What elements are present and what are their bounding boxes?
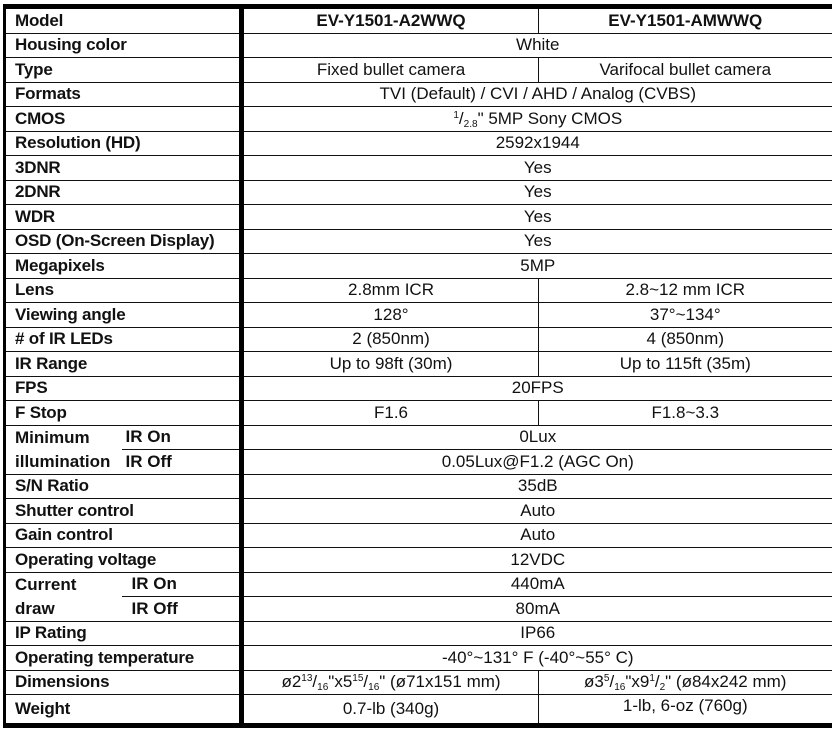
fraction-denominator: 2.8 xyxy=(463,118,478,130)
table-row-megapixels xyxy=(5,254,832,279)
fraction-denominator: 16 xyxy=(368,682,380,694)
table-row-lens xyxy=(5,278,832,303)
row-label: S/N Ratio xyxy=(5,474,242,499)
row-label: Resolution (HD) xyxy=(5,131,242,156)
row-label: Weight xyxy=(15,699,71,718)
group-label-line2: draw xyxy=(15,598,55,618)
group-label-line1: Minimum xyxy=(15,427,90,447)
row-value: 80mA xyxy=(242,597,832,622)
sub-label-ir-off: IR Off xyxy=(122,597,242,622)
value-model-a: F1.6 xyxy=(242,401,539,426)
camera-spec-table xyxy=(3,4,832,728)
model-b-header: EV-Y1501-AMWWQ xyxy=(539,7,832,34)
dim-part: "x5 xyxy=(328,672,353,692)
row-label: Lens xyxy=(5,278,242,303)
row-value: 20FPS xyxy=(242,376,832,401)
table-row-min-illumination-ir-off xyxy=(5,450,832,475)
fraction-denominator: 2 xyxy=(659,682,666,694)
table-row-operating-temperature xyxy=(5,646,832,671)
table-row-current-draw-ir-off xyxy=(5,597,832,622)
row-label: Viewing angle xyxy=(5,303,242,328)
row-value: TVI (Default) / CVI / AHD / Analog (CVBS) xyxy=(242,82,832,107)
fraction-numerator: 15 xyxy=(352,673,364,685)
value-model-a: 128° xyxy=(242,303,539,328)
table-row-ir-leds xyxy=(5,327,832,352)
row-label: Operating temperature xyxy=(5,646,242,671)
value-model-a: 0.7-lb (340g) xyxy=(242,695,539,726)
table-row-viewing-angle xyxy=(5,303,832,328)
row-value: Auto xyxy=(242,523,832,548)
row-label: IR Range xyxy=(5,352,242,377)
table-row-2dnr xyxy=(5,180,832,205)
row-label: Type xyxy=(5,58,242,83)
row-label: Formats xyxy=(5,82,242,107)
row-value: White xyxy=(242,33,832,58)
table-row-housing-color xyxy=(5,33,832,58)
table-row-formats xyxy=(5,82,832,107)
table-row-resolution xyxy=(5,131,832,156)
table-row-cmos xyxy=(5,107,832,132)
table-row-current-draw-ir-on xyxy=(5,572,832,597)
row-label: Gain control xyxy=(5,523,242,548)
row-label: 3DNR xyxy=(5,156,242,181)
value-model-b: F1.8~3.3 xyxy=(539,401,832,426)
value-model-b: 37°~134° xyxy=(539,303,832,328)
sub-label-ir-off: IR Off xyxy=(122,450,242,475)
dim-part: ø2 xyxy=(281,672,302,692)
row-label: F Stop xyxy=(5,401,242,426)
table-row-dimensions xyxy=(5,670,832,695)
fraction-denominator: 16 xyxy=(614,682,626,694)
value-model-a: 2.8mm ICR xyxy=(242,278,539,303)
value-model-b: 1-lb, 6-oz (760g) xyxy=(539,695,832,726)
dim-part: " (ø84x242 mm) xyxy=(665,672,787,692)
table-row-sn-ratio xyxy=(5,474,832,499)
table-row-fps xyxy=(5,376,832,401)
value-model-a: 2 (850nm) xyxy=(242,327,539,352)
table-row-3dnr xyxy=(5,156,832,181)
group-label-current-draw xyxy=(5,572,122,621)
table-row-wdr xyxy=(5,205,832,230)
table-row-osd xyxy=(5,229,832,254)
value-model-a: Fixed bullet camera xyxy=(242,58,539,83)
row-value: Yes xyxy=(242,180,832,205)
group-label-min-illumination xyxy=(5,425,122,474)
row-value: 440mA xyxy=(242,572,832,597)
value-model-b: Up to 115ft (35m) xyxy=(539,352,832,377)
row-label: CMOS xyxy=(5,107,242,132)
row-value: Auto xyxy=(242,499,832,524)
table-row-ip-rating xyxy=(5,621,832,646)
group-label-line1: Current xyxy=(15,574,77,594)
value-model-b: $ø3^5/16"x9^1/2$" (ø84x242 mm) xyxy=(539,670,832,695)
row-value: 0.05Lux@F1.2 (AGC On) xyxy=(242,450,832,475)
row-label: Shutter control xyxy=(5,499,242,524)
row-label: Housing color xyxy=(5,33,242,58)
value-model-b: 2.8~12 mm ICR xyxy=(539,278,832,303)
row-label: Model xyxy=(5,7,242,34)
row-label: WDR xyxy=(5,205,242,230)
row-label: # of IR LEDs xyxy=(5,327,242,352)
row-label: Megapixels xyxy=(5,254,242,279)
value-model-a: Up to 98ft (30m) xyxy=(242,352,539,377)
sub-label-ir-on: IR On xyxy=(122,425,242,450)
table-row-ir-range xyxy=(5,352,832,377)
sub-label-ir-on: IR On xyxy=(122,572,242,597)
row-value: 35dB xyxy=(242,474,832,499)
table-row-gain-control xyxy=(5,523,832,548)
table-row-f-stop xyxy=(5,401,832,426)
fraction-numerator: 13 xyxy=(301,673,313,685)
dim-part: "x9 xyxy=(625,672,650,692)
value-model-a: $ø2^{13}/16"x5^{15}/16$" (ø71x151 mm) xyxy=(242,670,539,695)
row-label: IP Rating xyxy=(5,621,242,646)
table-row-type xyxy=(5,58,832,83)
model-a-header: EV-Y1501-A2WWQ xyxy=(242,7,539,34)
dim-part: ø3 xyxy=(584,672,604,692)
fraction-numerator: 5 xyxy=(603,673,610,685)
row-value: 0Lux xyxy=(242,425,832,450)
dim-part: " (ø71x151 mm) xyxy=(379,672,501,692)
fraction-denominator: 16 xyxy=(317,682,329,694)
row-value: 12VDC xyxy=(242,548,832,573)
row-value: 2592x1944 xyxy=(242,131,832,156)
fraction-numerator: 1 xyxy=(649,673,655,685)
fraction-numerator: 1 xyxy=(453,109,459,121)
group-label-line2: illumination xyxy=(15,451,111,471)
row-value: -40°~131° F (-40°~55° C) xyxy=(242,646,832,671)
row-label: 2DNR xyxy=(5,180,242,205)
row-value: IP66 xyxy=(242,621,832,646)
value-model-b: Varifocal bullet camera xyxy=(539,58,832,83)
table-row-weight xyxy=(5,695,832,726)
row-label: FPS xyxy=(5,376,242,401)
value-model-b: 4 (850nm) xyxy=(539,327,832,352)
row-value: $^1$/2.8" 5MP Sony CMOS xyxy=(242,107,832,132)
table-row-model xyxy=(5,7,832,34)
table-row-min-illumination-ir-on xyxy=(5,425,832,450)
table-row-operating-voltage xyxy=(5,548,832,573)
row-value: Yes xyxy=(242,205,832,230)
row-value: 5MP xyxy=(242,254,832,279)
row-value: Yes xyxy=(242,229,832,254)
row-value: Yes xyxy=(242,156,832,181)
table-row-shutter-control xyxy=(5,499,832,524)
row-label: OSD (On-Screen Display) xyxy=(5,229,242,254)
row-label: Operating voltage xyxy=(5,548,242,573)
cmos-text: " 5MP Sony CMOS xyxy=(477,108,623,128)
row-label: Dimensions xyxy=(5,670,242,695)
